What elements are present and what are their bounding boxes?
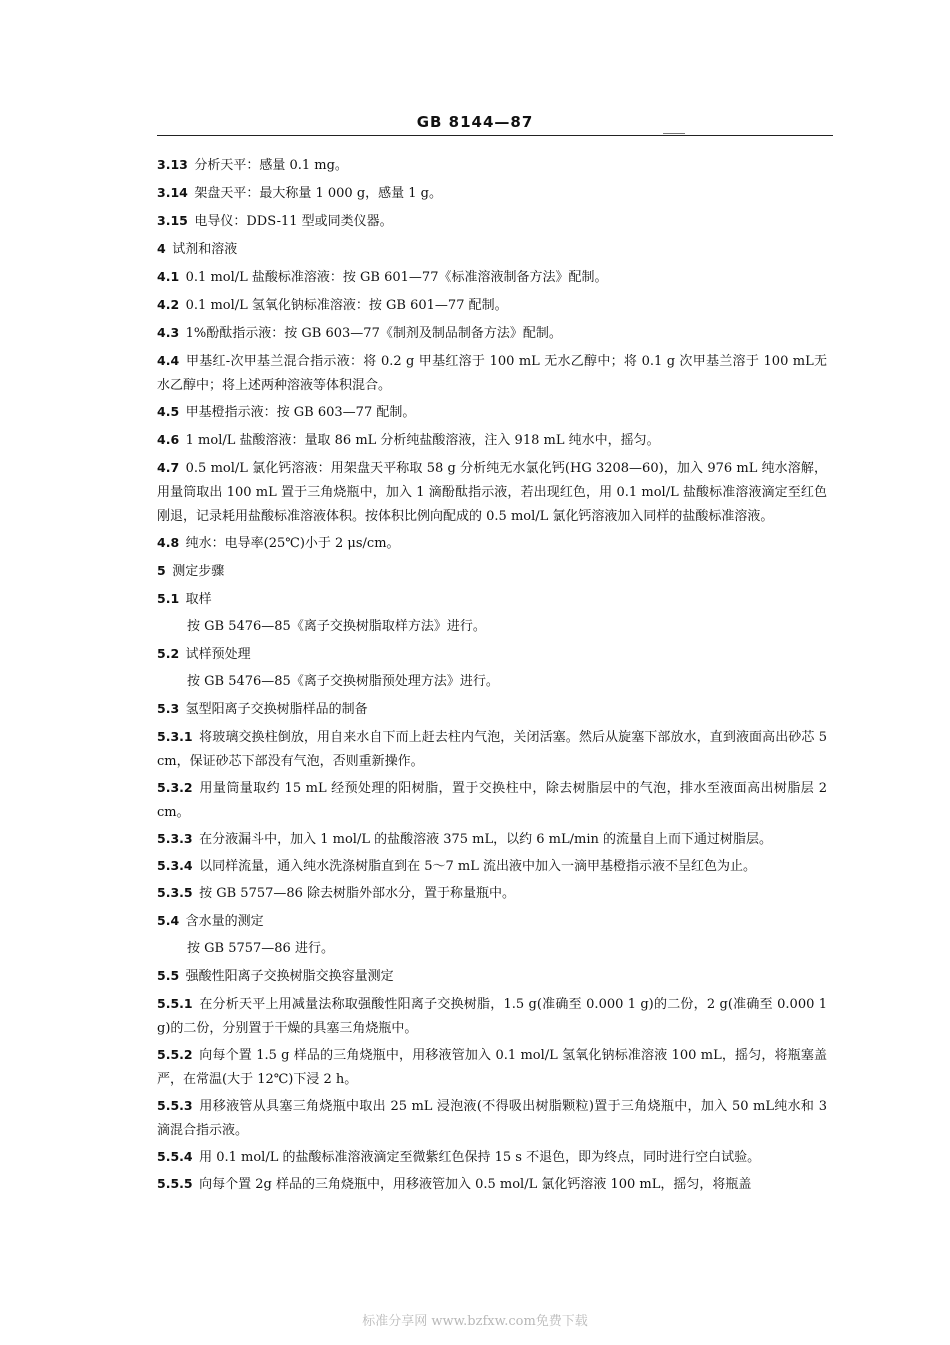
clause-number: 5.5.2 — [157, 1047, 193, 1062]
clause-3 — [157, 237, 827, 262]
clause-number: 5.5.4 — [157, 1149, 193, 1164]
clause-text: 含水量的测定 — [185, 914, 264, 929]
clause-text: 分析天平：感量 0.1 mg。 — [194, 158, 348, 173]
clause-number: 4.5 — [157, 404, 180, 419]
clause-text: 电导仪：DDS-11 型或同类仪器。 — [194, 214, 393, 229]
clause-text: 按 GB 5757—86 除去树脂外部水分，置于称量瓶中。 — [199, 886, 516, 901]
clause-number: 4 — [157, 241, 166, 256]
clause-number: 5.5.5 — [157, 1176, 193, 1191]
clause-number: 5.2 — [157, 646, 180, 661]
clause-text: 按 GB 5757—86 进行。 — [187, 941, 334, 956]
clause-number: 5.3.3 — [157, 831, 193, 846]
clause-21 — [157, 854, 827, 879]
clause-number: 5.3.1 — [157, 729, 193, 744]
clause-9 — [157, 428, 827, 453]
clause-number: 3.13 — [157, 157, 188, 172]
clause-number: 5.3.4 — [157, 858, 193, 873]
clause-20 — [157, 827, 827, 852]
clause-29 — [157, 1145, 827, 1170]
clause-text: 甲基红-次甲基兰混合指示液：将 0.2 g 甲基红溶于 100 mL 无水乙醇中；将 0.1 g 次甲基兰溶于 100 mL无水乙醇中；将上述两种溶液等体积混合。 — [157, 354, 827, 393]
header-title: GB 8144—87 — [416, 113, 534, 131]
clause-text: 试样预处理 — [185, 647, 251, 662]
clause-number: 5.1 — [157, 591, 180, 606]
clause-number: 4.3 — [157, 325, 180, 340]
clause-28 — [157, 1094, 827, 1143]
clause-13 — [157, 587, 827, 612]
clause-number: 4.8 — [157, 535, 180, 550]
clause-text: 氢型阳离子交换树脂样品的制备 — [185, 702, 368, 717]
clause-text: 以同样流量，通入纯水洗涤树脂直到在 5～7 mL 流出液中加入一滴甲基橙指示液不呈红色为止。 — [199, 859, 756, 874]
clause-number: 4.2 — [157, 297, 180, 312]
clause-30 — [157, 1172, 827, 1197]
clause-text: 1 mol/L 盐酸溶液：量取 86 mL 分析纯盐酸溶液，注入 918 mL 纯水中，摇匀。 — [185, 433, 660, 448]
clause-number: 4.7 — [157, 460, 180, 475]
clause-16 — [157, 670, 827, 694]
clause-number: 3.15 — [157, 213, 188, 228]
clause-text: 向每个置 1.5 g 样品的三角烧瓶中，用移液管加入 0.1 mol/L 氢氧化钠标准溶液 100 mL，摇匀，将瓶塞盖严，在常温(大于 12℃)下浸 2 h。 — [157, 1048, 827, 1087]
clause-number: 5.5 — [157, 968, 180, 983]
clause-10 — [157, 456, 827, 529]
clause-text: 按 GB 5476—85《离子交换树脂取样方法》进行。 — [187, 619, 486, 634]
clause-text: 强酸性阳离子交换树脂交换容量测定 — [185, 969, 394, 984]
clause-text: 将玻璃交换柱倒放，用自来水自下而上赶去柱内气泡，关闭活塞。然后从旋塞下部放水，直到液面高出砂芯 5 cm，保证砂芯下部没有气泡，否则重新操作。 — [157, 730, 827, 769]
footer-watermark: 标准分享网 www.bzfxw.com免费下载 — [362, 1314, 588, 1329]
clause-text: 甲基橙指示液：按 GB 603—77 配制。 — [185, 405, 416, 420]
clause-19 — [157, 776, 827, 825]
clause-number: 5.3.2 — [157, 780, 193, 795]
clause-text: 在分液漏斗中，加入 1 mol/L 的盐酸溶液 375 mL，以约 6 mL/min 的流量自上而下通过树脂层。 — [199, 832, 772, 847]
clause-14 — [157, 615, 827, 639]
clause-text: 架盘天平：最大称量 1 000 g，感量 1 g。 — [194, 186, 443, 201]
clause-text: 向每个置 2g 样品的三角烧瓶中，用移液管加入 0.5 mol/L 氯化钙溶液 100 mL，摇匀，将瓶盖 — [199, 1177, 752, 1192]
clause-text: 用量筒量取约 15 mL 经预处理的阳树脂，置于交换柱中，除去树脂层中的气泡，排水至液面高出树脂层 2 cm。 — [157, 781, 827, 820]
clause-24 — [157, 937, 827, 961]
clause-text: 试剂和溶液 — [172, 242, 238, 257]
header-tick — [663, 133, 685, 134]
clause-text: 在分析天平上用减量法称取强酸性阳离子交换树脂，1.5 g(准确至 0.000 1 g)的二份，2 g(准确至 0.000 1 g)的二份，分别置于干燥的具塞三角烧瓶中。 — [157, 997, 827, 1036]
clause-11 — [157, 531, 827, 556]
clause-15 — [157, 642, 827, 667]
clause-7 — [157, 349, 827, 398]
clause-number: 5.3.5 — [157, 885, 193, 900]
clause-text: 纯水：电导率(25℃)小于 2 μs/cm。 — [185, 536, 400, 551]
clause-text: 0.1 mol/L 盐酸标准溶液：按 GB 601—77《标准溶液制备方法》配制。 — [185, 270, 608, 285]
clause-0 — [157, 153, 827, 178]
clause-number: 5.5.3 — [157, 1098, 193, 1113]
clause-number: 5 — [157, 563, 166, 578]
clause-5 — [157, 293, 827, 318]
clause-text: 取样 — [185, 592, 212, 607]
clause-number: 4.1 — [157, 269, 180, 284]
clause-8 — [157, 400, 827, 425]
clause-text: 1%酚酞指示液：按 GB 603—77《制剂及制品制备方法》配制。 — [185, 326, 562, 341]
clause-27 — [157, 1043, 827, 1092]
clause-number: 4.4 — [157, 353, 180, 368]
document-body — [157, 153, 827, 1199]
clause-text: 0.1 mol/L 氢氧化钠标准溶液：按 GB 601—77 配制。 — [185, 298, 508, 313]
clause-number: 5.5.1 — [157, 996, 193, 1011]
clause-18 — [157, 725, 827, 774]
clause-12 — [157, 559, 827, 584]
clause-text: 用 0.1 mol/L 的盐酸标准溶液滴定至微紫红色保持 15 s 不退色，即为终点，同时进行空白试验。 — [199, 1150, 761, 1165]
clause-1 — [157, 181, 827, 206]
clause-6 — [157, 321, 827, 346]
clause-2 — [157, 209, 827, 234]
clause-4 — [157, 265, 827, 290]
clause-text: 用移液管从具塞三角烧瓶中取出 25 mL 浸泡液(不得吸出树脂颗粒)置于三角烧瓶中，加入 50 mL纯水和 3 滴混合指示液。 — [157, 1099, 827, 1138]
clause-number: 5.3 — [157, 701, 180, 716]
clause-text: 按 GB 5476—85《离子交换树脂预处理方法》进行。 — [187, 674, 499, 689]
clause-25 — [157, 964, 827, 989]
clause-23 — [157, 909, 827, 934]
header-rule — [157, 135, 833, 136]
clause-number: 4.6 — [157, 432, 180, 447]
clause-number: 5.4 — [157, 913, 180, 928]
clause-26 — [157, 992, 827, 1041]
clause-17 — [157, 697, 827, 722]
clause-text: 测定步骤 — [172, 564, 225, 579]
clause-text: 0.5 mol/L 氯化钙溶液：用架盘天平称取 58 g 分析纯无水氯化钙(HG 3208—60)，加入 976 mL 纯水溶解，用量筒取出 100 mL 置于三角烧瓶中，加入 1 滴酚酞指示液，若出现红色，用 0.1 mol/L 盐酸标准溶液滴定至红色刚退，记录耗用盐酸标准溶液体积。按体积比例向配成的 0.5 mol/L 氯化钙溶液加入同样的盐酸标准溶液。 — [157, 461, 827, 524]
clause-22 — [157, 881, 827, 906]
clause-number: 3.14 — [157, 185, 188, 200]
